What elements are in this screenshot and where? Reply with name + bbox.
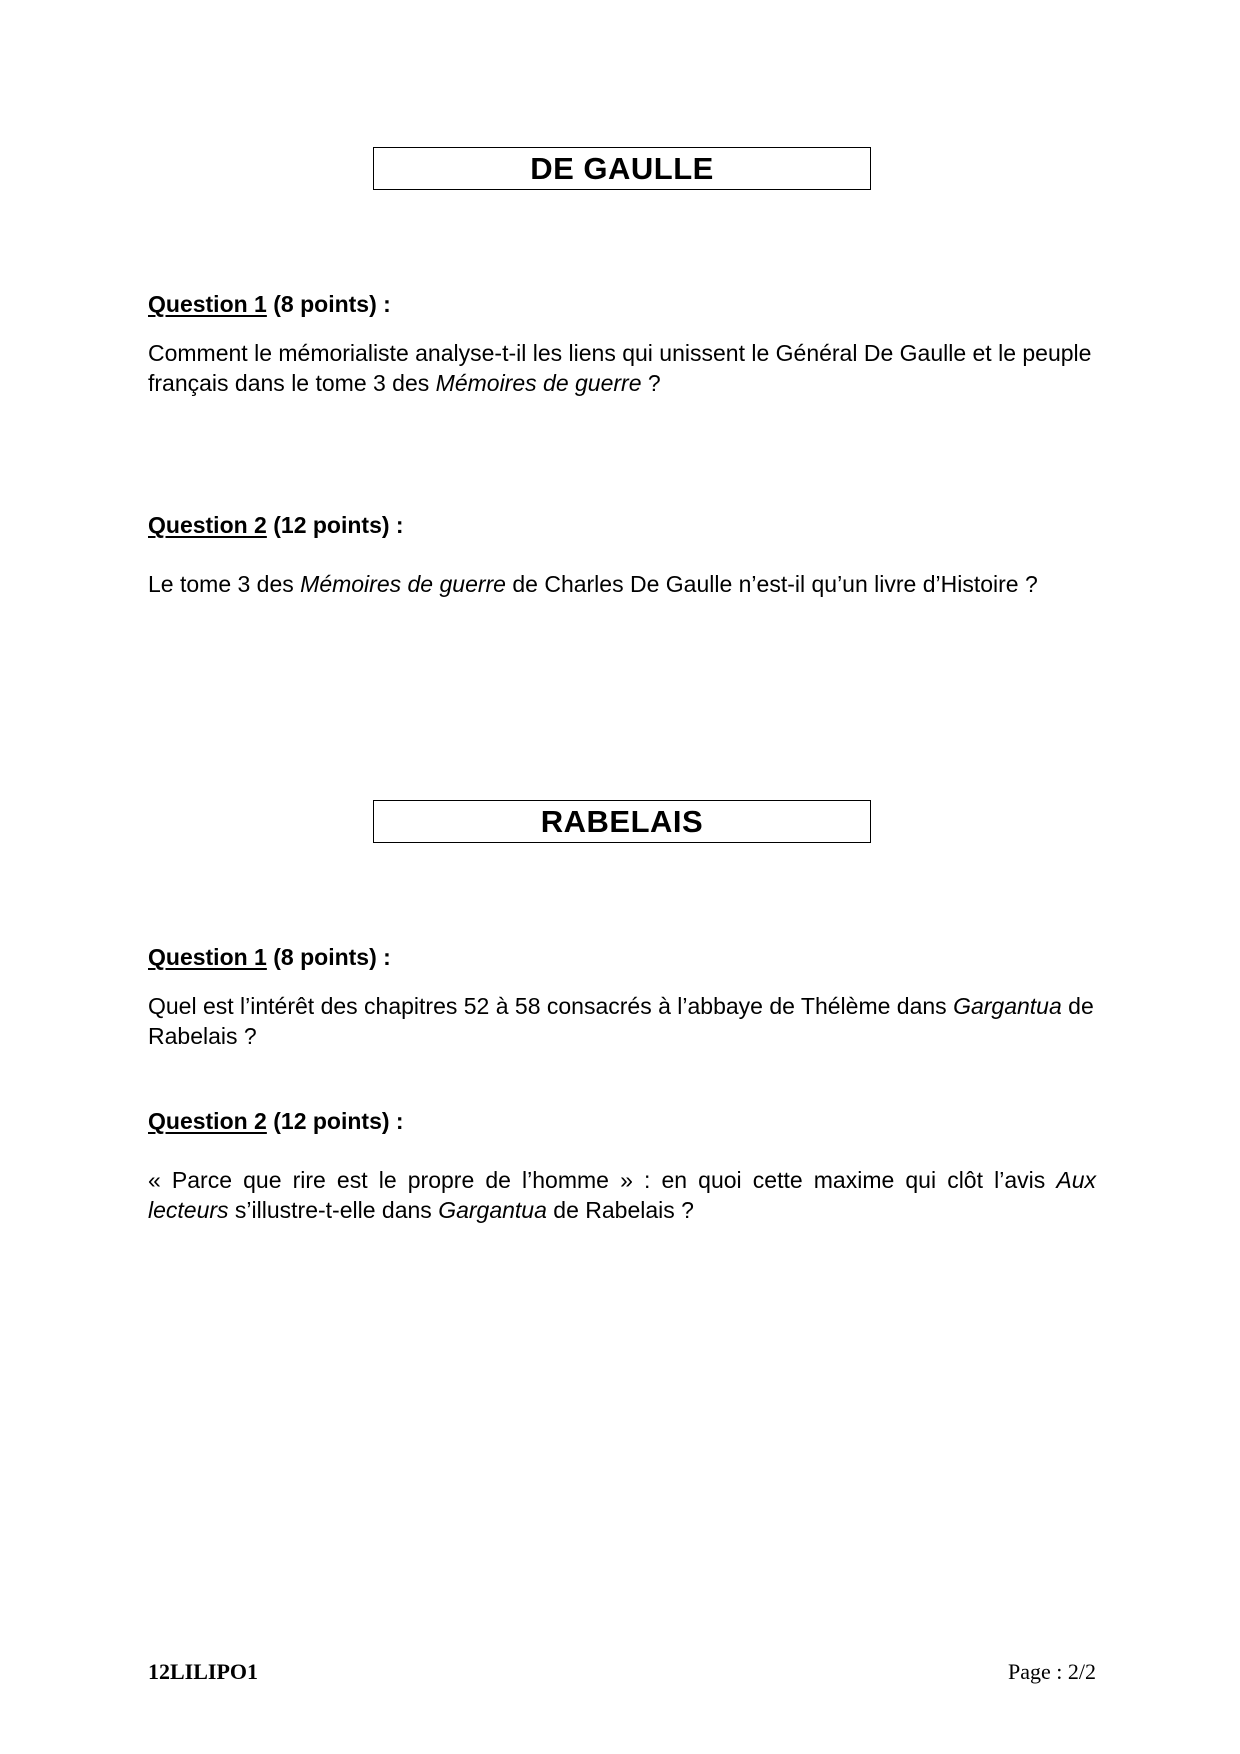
question-text-part: de Rabelais ?	[546, 1197, 694, 1223]
question-text-part: s’illustre-t-elle dans	[228, 1197, 439, 1223]
question-text-part: Quel est l’intérêt des chapitres 52 à 58 consacrés à l’abbaye de Thélème dans	[148, 993, 954, 1019]
question-text-part: Comment le mémorialiste analyse-t-il les liens qui unissent le Général De Gaulle et le peuple français dans le tome 3 des	[148, 340, 1092, 396]
question-label: Question 1	[148, 291, 267, 317]
question-text	[148, 1165, 1096, 1225]
question-heading	[148, 943, 391, 971]
question-points: (8 points) :	[266, 291, 391, 317]
book-title: Mémoires de guerre	[435, 370, 642, 396]
question-heading	[148, 511, 404, 539]
question-points: (12 points) :	[266, 1108, 404, 1134]
book-title: Gargantua	[953, 993, 1062, 1019]
question-text-part: ?	[641, 370, 661, 396]
question-heading	[148, 1107, 404, 1135]
question-label: Question 2	[148, 512, 267, 538]
question-points: (12 points) :	[266, 512, 404, 538]
section-title-de-gaulle	[373, 147, 871, 190]
question-label: Question 2	[148, 1108, 267, 1134]
question-text-part: de Charles De Gaulle n’est-il qu’un livre d’Histoire ?	[505, 571, 1038, 597]
question-text-part: de Rabelais ?	[148, 993, 1094, 1049]
section-title-rabelais	[373, 800, 871, 843]
question-label: Question 1	[148, 944, 267, 970]
section-title-text: DE GAULLE	[530, 150, 714, 186]
question-text	[148, 338, 1096, 398]
question-heading	[148, 290, 391, 318]
page-number: Page : 2/2	[1008, 1659, 1096, 1684]
book-title: Mémoires de guerre	[300, 571, 506, 597]
question-text	[148, 569, 1096, 599]
book-title: Aux lecteurs	[148, 1167, 1096, 1223]
exam-code: 12LILIPO1	[148, 1659, 259, 1684]
question-points: (8 points) :	[266, 944, 391, 970]
question-text-part: Le tome 3 des	[148, 571, 301, 597]
question-text-part: « Parce que rire est le propre de l’homme » : en quoi cette maxime qui clôt l’avis	[148, 1167, 1057, 1193]
question-text	[148, 991, 1096, 1051]
section-title-text: RABELAIS	[540, 803, 704, 839]
book-title: Gargantua	[438, 1197, 547, 1223]
